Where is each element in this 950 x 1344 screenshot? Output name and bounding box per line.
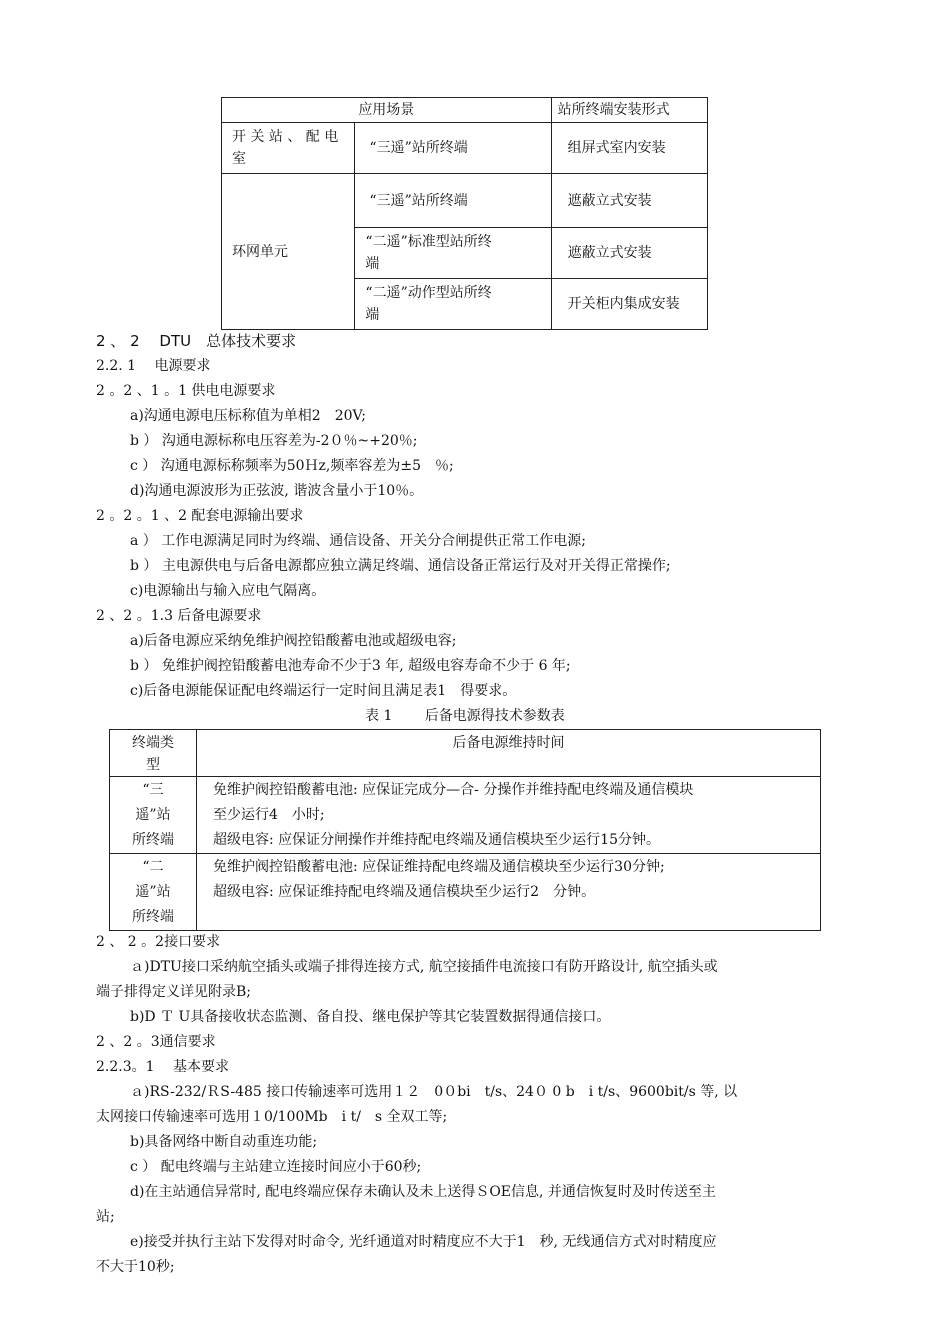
table-header-cell: 应用场景 <box>222 98 552 123</box>
table-cell: 免维护阀控铅酸蓄电池: 应保证完成分—合- 分操作并维持配电终端及通信模块 至少运行4 小时; 超级电容: 应保证分闸操作并维持配电终端及通信模块至少运行15分钟。 <box>197 777 821 854</box>
list-item-continued: 太网接口传输速率可选用１0/100Mb i t/ s 全双工等; <box>96 1109 448 1125</box>
list-item: d)沟通电源波形为正弦波, 谐波含量小于10％。 <box>130 483 424 499</box>
table-cell: 遮蔽立式安装 <box>551 228 707 279</box>
list-item: c)后备电源能保证配电终端运行一定时间且满足表1 得要求。 <box>130 683 517 699</box>
table-cell: 组屏式室内安装 <box>551 123 707 174</box>
section-heading: 2 。2 。1 、2 配套电源输出要求 <box>96 508 304 524</box>
list-item: a ） 工作电源满足同时为终端、通信设备、开关分合闸提供正常工作电源; <box>130 533 586 549</box>
table-caption: 表 1 后备电源得技术参数表 <box>365 708 565 724</box>
table-cell: “三遥”站所终端 <box>355 174 551 228</box>
list-item-continued: 不大于10秒; <box>96 1259 175 1275</box>
list-item: c ） 配电终端与主站建立连接时间应小于60秒; <box>130 1159 422 1175</box>
table-cell: 遮蔽立式安装 <box>551 174 707 228</box>
list-item: b)具备网络中断自动重连功能; <box>130 1134 318 1150</box>
section-heading: 2 、 2 DTU 总体技术要求 <box>96 332 297 350</box>
table-cell: “二 遥”站 所终端 <box>110 854 197 931</box>
list-item: b)D Ｔ U具备接收状态监测、备自投、继电保护等其它装置数据得通信接口。 <box>130 1009 611 1025</box>
table-header-cell: 站所终端安装形式 <box>551 98 707 123</box>
list-item: a)后备电源应采纳免维护阀控铅酸蓄电池或超级电容; <box>130 633 457 649</box>
list-item: b ） 沟通电源标称电压容差为-2０％~+20％; <box>130 433 418 449</box>
table-cell: “三 遥”站 所终端 <box>110 777 197 854</box>
table-cell: “二遥”动作型站所终 端 <box>355 279 551 330</box>
list-item: d)在主站通信异常时, 配电终端应保存未确认及未上送得ＳOE信息, 并通信恢复时及时传送至主 <box>130 1184 716 1200</box>
list-item-continued: 站; <box>96 1209 115 1225</box>
table-cell: “二遥”标准型站所终 端 <box>355 228 551 279</box>
install-form-table <box>221 97 708 330</box>
list-item: ａ)DTU接口采纳航空插头或端子排得连接方式, 航空接插件电流接口有防开路设计, 航空插头或 <box>130 959 718 975</box>
table-header-cell: 终端类 型 <box>110 730 197 777</box>
section-heading: 2 。2 、1 。1 供电电源要求 <box>96 383 276 399</box>
backup-power-table <box>109 729 821 931</box>
list-item: ａ)RS-232/ＲS-485 接口传输速率可选用１２ 0０bi t/s、24０ 0 b i t/s、9600bit/s 等, 以 <box>130 1084 738 1100</box>
table-cell: 环网单元 <box>222 174 355 330</box>
table-header-cell: 后备电源维持时间 <box>197 730 821 777</box>
table-cell: 免维护阀控铅酸蓄电池: 应保证维持配电终端及通信模块至少运行30分钟; 超级电容: 应保证维持配电终端及通信模块至少运行2 分钟。 <box>197 854 821 931</box>
section-heading: 2.2. 1 电源要求 <box>96 358 211 374</box>
list-item: c)电源输出与输入应电气隔离。 <box>130 583 326 599</box>
table-cell: 开关柜内集成安装 <box>551 279 707 330</box>
table-cell: “三遥”站所终端 <box>355 123 551 174</box>
list-item: e)接受并执行主站下发得对时命令, 光纤通道对时精度应不大于1 秒, 无线通信方式对时精度应 <box>130 1234 717 1250</box>
list-item: c ） 沟通电源标称频率为50Ｈz,频率容差为±5 ％; <box>130 458 454 474</box>
section-heading: 2 、2 。1.3 后备电源要求 <box>96 608 262 624</box>
list-item: b ） 免维护阀控铅酸蓄电池寿命不少于3 年, 超级电容寿命不少于 6 年; <box>130 658 571 674</box>
section-heading: 2.2.3。1 基本要求 <box>96 1059 229 1075</box>
list-item-continued: 端子排得定义详见附录B; <box>96 984 252 1000</box>
list-item: b ） 主电源供电与后备电源都应独立满足终端、通信设备正常运行及对开关得正常操作; <box>130 558 671 574</box>
section-heading: 2 、2 。3通信要求 <box>96 1034 216 1050</box>
table-cell: 开 关 站 、 配 电 室 <box>222 123 355 174</box>
list-item: a)沟通电源电压标称值为单相2 20V; <box>130 408 366 424</box>
section-heading: 2 、 2 。2接口要求 <box>96 934 221 950</box>
